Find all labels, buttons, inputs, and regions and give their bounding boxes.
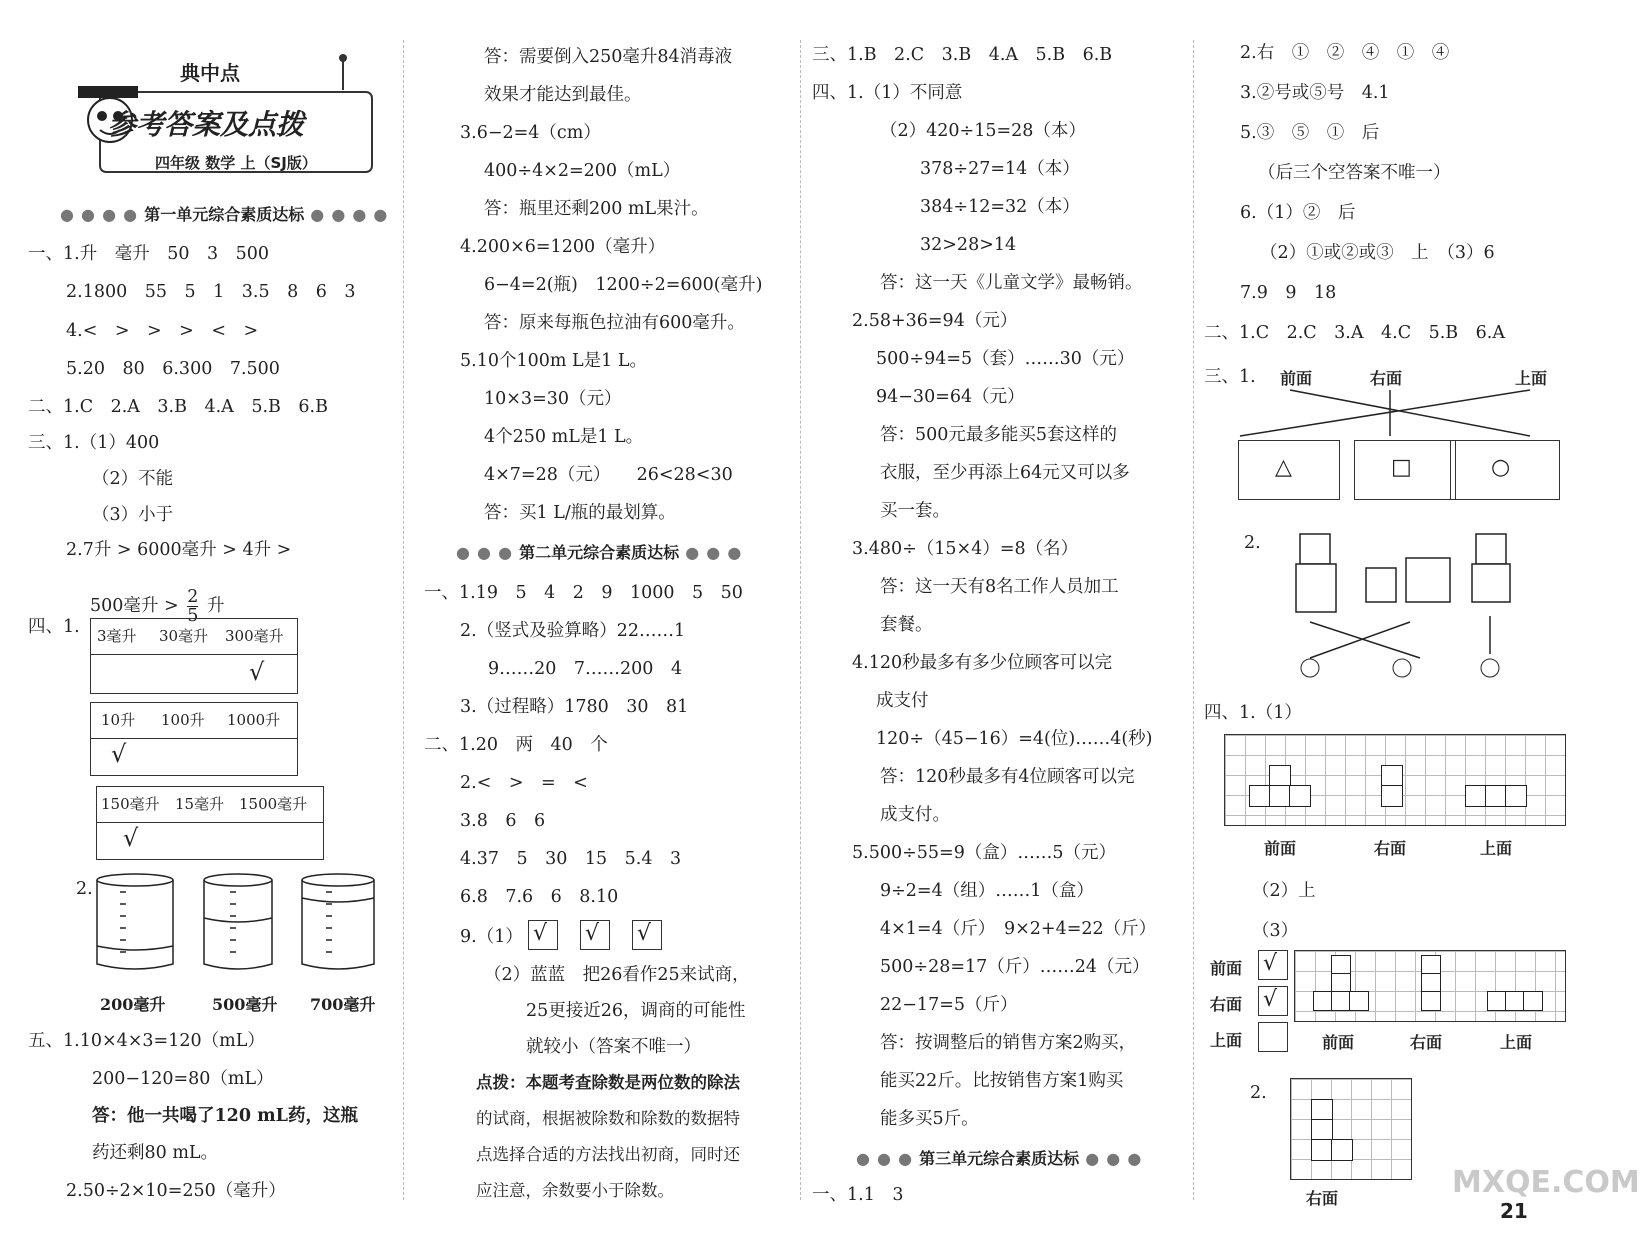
answer-line: （2）①或②或③ 上 （3）6	[1260, 243, 1495, 263]
side-label: 上面	[1210, 1031, 1243, 1050]
answer-line: 能买22斤。比按销售方案1购买	[880, 1071, 1124, 1091]
answer-line: 三、1.	[1204, 367, 1256, 387]
answer-line: 5.20 80 6.300 7.500	[66, 359, 280, 379]
answer-table-1	[90, 618, 298, 694]
cup-700	[302, 874, 374, 969]
side-label: 右面	[1210, 995, 1243, 1014]
answer-line: 答：按调整后的销售方案2购买，	[880, 1033, 1137, 1053]
square-icon: □	[1391, 455, 1412, 480]
fraction-numerator: 2	[187, 587, 199, 607]
answer-line: （3）	[1252, 921, 1299, 941]
column-divider	[1193, 40, 1194, 1200]
answer-line: 效果才能达到最佳。	[484, 85, 642, 105]
hint-line: 应注意，余数要小于除数。	[476, 1181, 674, 1200]
table-header-cell: 1000升	[227, 711, 281, 729]
section-title-unit1: ● ● ● ● 第一单元综合素质达标 ● ● ● ●	[60, 205, 389, 224]
answer-line: 答：原来每瓶色拉油有600毫升。	[484, 313, 745, 333]
answer-line: （2）420÷15=28（本）	[880, 121, 1086, 141]
answer-line: 三、1.（1）400	[28, 433, 160, 453]
answer-table-2	[90, 702, 298, 776]
answer-line: 套餐。	[880, 615, 933, 635]
answer-line: 2.50÷2×10=250（毫升）	[66, 1181, 286, 1201]
question-label: 四、1.	[28, 617, 80, 637]
answer-line: 9.（1）	[460, 927, 523, 947]
answer-line: 买一套。	[880, 501, 950, 521]
answer-line: （2）上	[1252, 881, 1316, 901]
answer-line: 6.8 7.6 6 8.10	[460, 887, 619, 907]
answer-line: 4个250 mL是1 L。	[484, 427, 644, 447]
shape-card	[1450, 440, 1560, 500]
shape-card	[1354, 440, 1456, 500]
view-grid	[1290, 1078, 1412, 1180]
answer-line: 一、1.升 毫升 50 3 500	[28, 244, 270, 264]
answer-line: 答：需要倒入250毫升84消毒液	[484, 47, 733, 67]
answer-line: 94−30=64（元）	[876, 387, 1025, 407]
answer-line: 二、1.C 2.C 3.A 4.C 5.B 6.A	[1204, 323, 1505, 343]
answer-line: 2.< > = <	[460, 773, 588, 793]
table-header-cell: 3毫升	[97, 627, 137, 645]
answer-line: 药还剩80 mL。	[92, 1143, 219, 1163]
answer-line: 7.9 9 18	[1240, 283, 1337, 303]
hint-line: 的试商，根据被除数和除数的数据特	[476, 1109, 740, 1128]
fraction-denominator: 5	[187, 606, 199, 626]
answer-line: （2）蓝蓝 把26看作25来试商，	[484, 965, 750, 985]
answer-line: 5.③ ⑤ ① 后	[1240, 123, 1380, 143]
check-box	[1258, 1022, 1288, 1052]
side-label: 前面	[1210, 959, 1243, 978]
question-label: 2.	[76, 879, 93, 899]
check-mark: √	[249, 658, 265, 686]
answer-line: 500÷94=5（套）……30（元）	[876, 349, 1135, 369]
answer-line: 384÷12=32（本）	[920, 197, 1080, 217]
view-label: 上面	[1480, 839, 1513, 858]
answer-line: 378÷27=14（本）	[920, 159, 1080, 179]
answer-line: 答：500元最多能买5套这样的	[880, 425, 1118, 445]
view-label: 前面	[1280, 369, 1313, 388]
table-header-cell: 30毫升	[159, 627, 209, 645]
answer-line: （后三个空答案不唯一）	[1258, 163, 1451, 183]
cup-label: 700毫升	[310, 995, 376, 1014]
answer-line: 4×7=28（元） 26<28<30	[484, 465, 733, 485]
shape-card	[1238, 440, 1340, 500]
answer-line: 答：他一共喝了120 mL药，这瓶	[92, 1106, 358, 1126]
answer-line: 答：120秒最多有4位顾客可以完	[880, 767, 1135, 787]
cup-200	[97, 874, 173, 969]
answer-line: 2.（竖式及验算略）22……1	[460, 621, 686, 641]
check-box: √	[580, 920, 610, 950]
answer-line: 500÷28=17（斤）……24（元）	[880, 957, 1150, 977]
view-label: 右面	[1374, 839, 1407, 858]
answer-line: 32>28>14	[920, 235, 1017, 255]
header-title: 参考答案及点拨	[108, 108, 305, 141]
cup-label: 500毫升	[212, 995, 278, 1014]
check-box: √	[1258, 986, 1288, 1016]
answer-line: 10×3=30（元）	[484, 389, 622, 409]
answer-line: 4.120秒最多有多少位顾客可以完	[852, 653, 1113, 673]
answer-line: 一、1.19 5 4 2 9 1000 5 50	[424, 583, 743, 603]
hint-line: 点选择合适的方法找出初商，同时还	[476, 1145, 740, 1164]
cup-500	[204, 874, 272, 969]
answer-line: （2）不能	[92, 469, 174, 489]
answer-line: 6−4=2(瓶) 1200÷2=600(毫升)	[484, 275, 763, 295]
answer-line: 答：瓶里还剩200 mL果汁。	[484, 199, 709, 219]
answer-line: 能多买5斤。	[880, 1109, 979, 1129]
view-grid	[1294, 950, 1566, 1022]
view-label: 右面	[1306, 1189, 1339, 1208]
matching-lines	[1230, 388, 1560, 438]
circle-icon: ○	[1491, 455, 1511, 480]
answer-line: 二、1.20 两 40 个	[424, 735, 608, 755]
view-label: 前面	[1322, 1033, 1355, 1052]
answer-line: 2.	[1250, 1083, 1267, 1103]
answer-line: 200−120=80（mL）	[92, 1069, 274, 1089]
answer-line: 400÷4×2=200（mL）	[484, 161, 681, 181]
answer-line: 2.58+36=94（元）	[852, 311, 1018, 331]
answer-line: 2.	[1244, 533, 1261, 553]
answer-line: 答：这一天《儿童文学》最畅销。	[880, 273, 1143, 293]
brand-name: 典中点	[180, 61, 240, 85]
answer-line: 3.6−2=4（cm）	[460, 123, 601, 143]
check-box: √	[632, 920, 662, 950]
column-divider	[403, 40, 404, 1200]
view-label: 前面	[1264, 839, 1297, 858]
answer-line: 4.< > > > < >	[66, 321, 259, 341]
table-header-cell: 150毫升	[101, 795, 160, 813]
answer-line: 5.10个100m L是1 L。	[460, 351, 647, 371]
answer-line: 答：买1 L/瓶的最划算。	[484, 503, 676, 523]
view-label: 右面	[1370, 369, 1403, 388]
answer-line: 五、1.10×4×3=120（mL）	[28, 1031, 265, 1051]
answer-table-3	[96, 786, 324, 860]
triangle-icon: △	[1275, 455, 1292, 480]
answer-line: 3.（过程略）1780 30 81	[460, 697, 689, 717]
answer-line: 成支付。	[880, 805, 950, 825]
answer-line: 9÷2=4（组）……1（盒）	[880, 881, 1094, 901]
answer-line: 25更接近26，调商的可能性	[526, 1001, 746, 1021]
check-box: √	[528, 920, 558, 950]
answer-line: 一、1.1 3	[812, 1185, 904, 1205]
answer-line: 二、1.C 2.A 3.B 4.A 5.B 6.B	[28, 397, 328, 417]
table-header-cell: 1500毫升	[239, 795, 308, 813]
block-figures	[1290, 530, 1510, 680]
answer-line: 6.（1）② 后	[1240, 203, 1356, 223]
answer-line: 就较小（答案不唯一）	[526, 1037, 701, 1057]
check-mark: √	[123, 824, 139, 852]
column-divider	[800, 40, 801, 1200]
answer-line: 成支付	[876, 691, 929, 711]
view-label: 上面	[1515, 369, 1548, 388]
table-header-cell: 100升	[161, 711, 205, 729]
header-subtitle: 四年级 数学 上（SJ版）	[155, 154, 317, 172]
answer-line: 四、1.（1）	[1204, 703, 1302, 723]
answer-line: 5.500÷55=9（盒）……5（元）	[852, 843, 1116, 863]
page-number: 21	[1500, 1199, 1528, 1223]
view-grid	[1224, 734, 1566, 826]
table-header-cell: 10升	[101, 711, 136, 729]
answer-line: （3）小于	[92, 505, 174, 525]
check-mark: √	[111, 740, 127, 768]
answer-line: 2.7升 > 6000毫升 > 4升 >	[66, 540, 292, 560]
answer-line: 120÷（45−16）=4(位)……4(秒)	[876, 729, 1153, 749]
answer-line: 四、1.（1）不同意	[812, 83, 963, 103]
table-header-cell: 300毫升	[225, 627, 284, 645]
answer-line: 4.37 5 30 15 5.4 3	[460, 849, 682, 869]
section-title-unit2: ● ● ● 第二单元综合素质达标 ● ● ●	[456, 543, 743, 562]
hint-line: 点拨：本题考查除数是两位数的除法	[476, 1073, 740, 1092]
view-label: 右面	[1410, 1033, 1443, 1052]
check-box: √	[1258, 950, 1288, 980]
answer-line: 22−17=5（斤）	[880, 995, 1018, 1015]
view-label: 上面	[1500, 1033, 1533, 1052]
table-header-cell: 15毫升	[175, 795, 225, 813]
answer-line: 三、1.B 2.C 3.B 4.A 5.B 6.B	[812, 45, 1113, 65]
cup-label: 200毫升	[100, 995, 166, 1014]
answer-line: 4×1=4（斤） 9×2+4=22（斤）	[880, 919, 1157, 939]
watermark: MXQE.COM	[1452, 1165, 1640, 1200]
answer-line: 9……20 7……200 4	[488, 659, 683, 679]
answer-line: 3.8 6 6	[460, 811, 546, 831]
answer-line: 答：这一天有8名工作人员加工	[880, 577, 1119, 597]
answer-line: 3.②号或⑤号 4.1	[1240, 83, 1390, 103]
answer-line: 500毫升 > $\frac{2}{5}$ 升	[90, 587, 225, 626]
section-title-unit3: ● ● ● 第三单元综合素质达标 ● ● ●	[856, 1149, 1143, 1168]
answer-line: 2.1800 55 5 1 3.5 8 6 3	[66, 282, 356, 302]
answer-line: 2.右 ① ② ④ ① ④	[1240, 43, 1450, 63]
answer-line: 4.200×6=1200（毫升）	[460, 237, 666, 257]
measuring-cups	[90, 868, 390, 978]
answer-line: 3.480÷（15×4）=8（名）	[852, 539, 1079, 559]
answer-line: 衣服，至少再添上64元又可以多	[880, 463, 1130, 483]
